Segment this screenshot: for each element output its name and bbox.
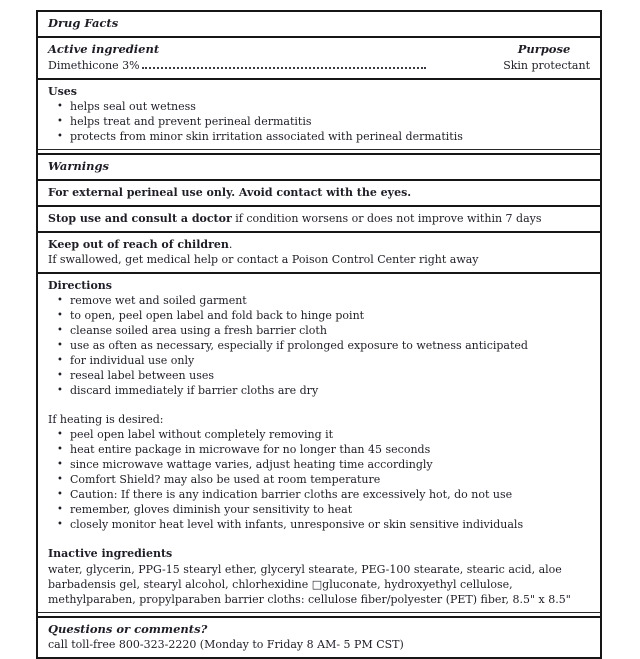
- uses-item: • helps treat and prevent perineal dermatitis: [48, 114, 590, 129]
- directions-item: • discard immediately if barrier cloths are dry: [48, 383, 590, 398]
- dotted-leader: [142, 67, 426, 69]
- heating-list: [48, 427, 590, 532]
- questions-section: [38, 618, 600, 657]
- directions-item: • to open, peel open label and fold back to hinge point: [48, 308, 590, 323]
- uses-item: • protects from minor skin irritation associated with perineal dermatitis: [48, 129, 590, 144]
- warnings-title-section: [38, 155, 600, 181]
- directions-item: • cleanse soiled area using a fresh barrier cloth: [48, 323, 590, 338]
- questions-text: call toll-free 800-323-2220 (Monday to Friday 8 AM- 5 PM CST): [48, 638, 404, 651]
- heating-item: • peel open label without completely removing it: [48, 427, 590, 442]
- blank-line: [48, 532, 590, 546]
- purpose-value: Skin protectant: [503, 59, 590, 72]
- drug-facts-panel: [36, 10, 602, 659]
- stop-use-section: [38, 207, 600, 233]
- active-ingredient-value: Dimethicone 3%: [48, 59, 140, 72]
- heating-item: • remember, gloves diminish your sensitivity to heat: [48, 502, 590, 517]
- heating-item: • since microwave wattage varies, adjust heating time accordingly: [48, 457, 590, 472]
- heating-heading: If heating is desired:: [48, 413, 164, 426]
- questions-heading: Questions or comments?: [48, 622, 208, 636]
- inactive-ingredients-text: water, glycerin, PPG-15 stearyl ether, glyceryl stearate, PEG-100 stearate, stearic acid, aloe barbadensis gel, stearyl alcohol, chlorhexidine □gluconate, hydroxyethyl cellulose, methylparaben, propylparaben barrier cloths: cellulose fiber/polyester (PET) fiber, 8.5" x 8.5": [48, 563, 571, 606]
- directions-item: • for individual use only: [48, 353, 590, 368]
- active-ingredient-header-row: [48, 42, 590, 57]
- external-use-section: [38, 181, 600, 207]
- directions-item: • use as often as necessary, especially if prolonged exposure to wetness anticipated: [48, 338, 590, 353]
- keep-out-line: [48, 237, 590, 252]
- inactive-ingredients-heading: Inactive ingredients: [48, 547, 173, 560]
- uses-section: [38, 80, 600, 150]
- external-use-text: For external perineal use only. Avoid contact with the eyes.: [48, 186, 412, 199]
- stop-use-bold-text: Stop use and consult a doctor: [48, 212, 232, 225]
- uses-list: [48, 99, 590, 144]
- directions-item: • reseal label between uses: [48, 368, 590, 383]
- heating-item: • Caution: If there is any indication barrier cloths are excessively hot, do not use: [48, 487, 590, 502]
- keep-out-section: [38, 233, 600, 274]
- keep-out-rest-text: .: [228, 238, 233, 251]
- directions-heading: Directions: [48, 279, 112, 292]
- active-ingredient-value-row: [48, 58, 590, 73]
- active-ingredient-value-cell: [48, 58, 498, 73]
- warnings-heading: Warnings: [48, 159, 110, 173]
- heating-item: • heat entire package in microwave for no longer than 45 seconds: [48, 442, 590, 457]
- blank-line: [48, 398, 590, 412]
- heating-item: • closely monitor heat level with infants, unresponsive or skin sensitive individuals: [48, 517, 590, 532]
- drug-facts-title-section: [38, 12, 600, 38]
- swallowed-text: If swallowed, get medical help or contact a Poison Control Center right away: [48, 253, 479, 266]
- stop-use-rest-text: if condition worsens or does not improve within 7 days: [231, 212, 542, 225]
- heating-item: • Comfort Shield? may also be used at room temperature: [48, 472, 590, 487]
- directions-item: • remove wet and soiled garment: [48, 293, 590, 308]
- active-ingredient-section: [38, 38, 600, 80]
- directions-list: [48, 293, 590, 398]
- purpose-heading: Purpose: [517, 42, 571, 56]
- drug-facts-title: Drug Facts: [48, 16, 119, 30]
- active-ingredient-heading: Active ingredient: [48, 42, 160, 56]
- keep-out-bold-text: Keep out of reach of children: [48, 238, 229, 251]
- uses-item: • helps seal out wetness: [48, 99, 590, 114]
- uses-heading: Uses: [48, 85, 77, 98]
- directions-section: [38, 274, 600, 613]
